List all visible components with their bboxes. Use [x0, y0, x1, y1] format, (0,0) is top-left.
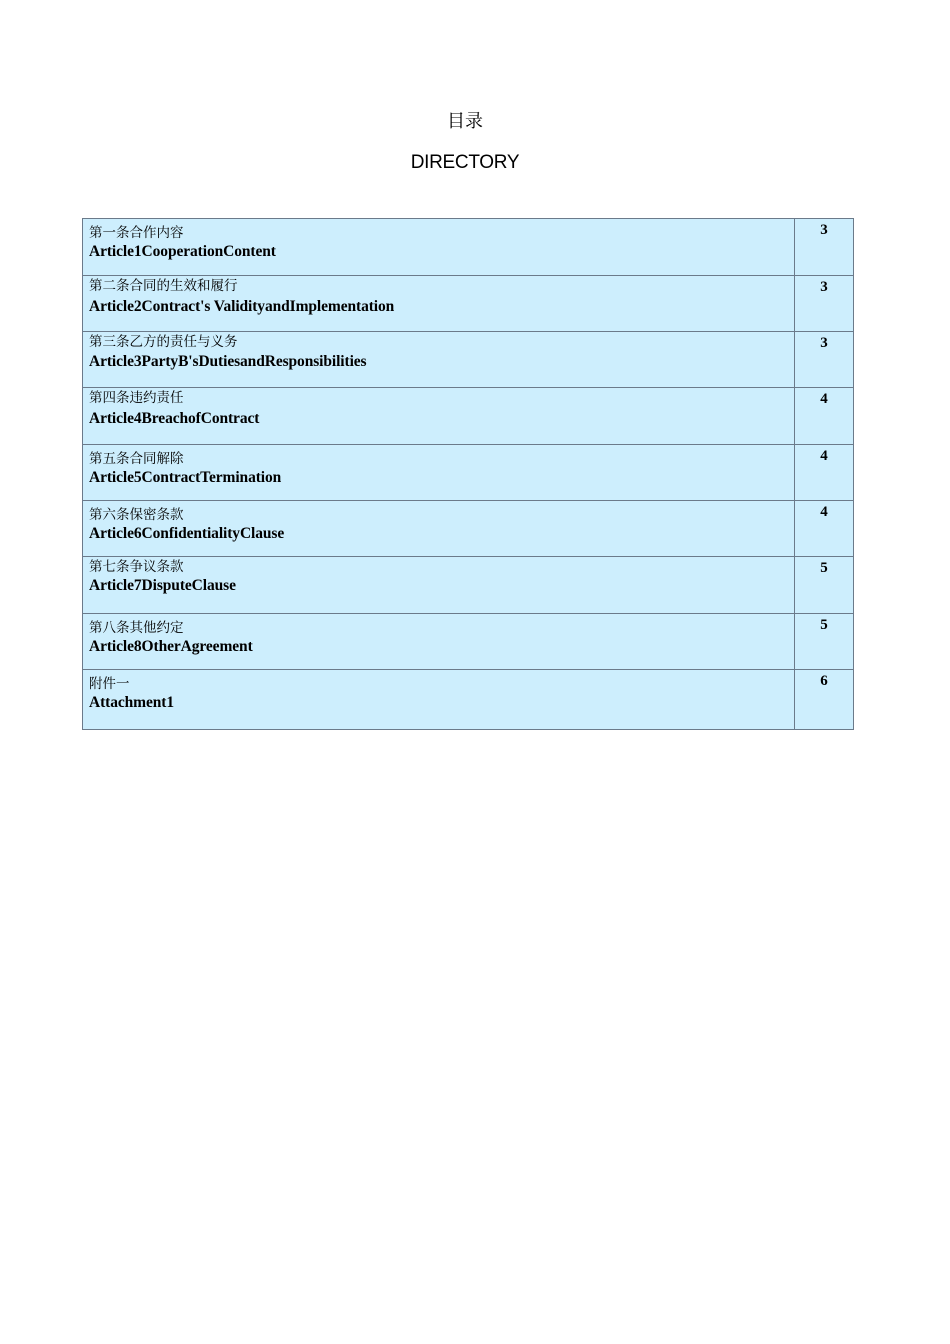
- toc-entry-chinese: 第四条违约责任: [89, 390, 184, 406]
- toc-entry-english: Article2Contract's ValidityandImplementation: [89, 298, 395, 315]
- page-title-english: DIRECTORY: [410, 152, 520, 173]
- toc-page-number: 3: [795, 276, 854, 332]
- toc-entry-title: [83, 501, 795, 557]
- page-title-chinese: 目录: [447, 111, 483, 132]
- toc-entry-chinese: 第二条合同的生效和履行: [89, 278, 238, 294]
- toc-entry-title: [83, 388, 795, 445]
- toc-entry-chinese: 第五条合同解除: [89, 451, 184, 467]
- toc-entry-chinese: 第七条争议条款: [89, 559, 184, 575]
- toc-entry-chinese: 第八条其他约定: [89, 620, 184, 636]
- toc-row[interactable]: [83, 219, 854, 276]
- toc-entry-english: Article8OtherAgreement: [89, 638, 253, 655]
- toc-entry-title: [83, 614, 795, 670]
- toc-entry-title: [83, 276, 795, 332]
- table-of-contents: [82, 218, 854, 730]
- toc-entry-chinese: 第三条乙方的责任与义务: [89, 334, 238, 350]
- toc-page-number: 5: [795, 557, 854, 614]
- toc-entry-english: Article7DisputeClause: [89, 577, 236, 594]
- toc-page-number: 4: [795, 501, 854, 557]
- toc-page-number: 4: [795, 445, 854, 501]
- toc-entry-title: [83, 670, 795, 730]
- toc-entry-english: Article6ConfidentialityClause: [89, 525, 285, 542]
- toc-entry-english: Attachment1: [89, 694, 174, 711]
- toc-row[interactable]: [83, 501, 854, 557]
- toc-page-number: 6: [795, 670, 854, 730]
- toc-entry-chinese: 附件一: [89, 676, 130, 692]
- toc-row[interactable]: [83, 388, 854, 445]
- toc-page-number: 3: [795, 219, 854, 276]
- toc-page-number: 3: [795, 332, 854, 388]
- toc-row[interactable]: [83, 276, 854, 332]
- toc-row[interactable]: [83, 445, 854, 501]
- toc-entry-title: [83, 219, 795, 276]
- toc-row[interactable]: [83, 670, 854, 730]
- toc-entry-english: Article3PartyB'sDutiesandResponsibilities: [89, 353, 367, 370]
- toc-row[interactable]: [83, 557, 854, 614]
- toc-entry-english: Article1CooperationContent: [89, 243, 276, 260]
- toc-entry-title: [83, 445, 795, 501]
- toc-entry-chinese: 第一条合作内容: [89, 225, 184, 241]
- toc-entry-title: [83, 332, 795, 388]
- toc-page-number: 4: [795, 388, 854, 445]
- toc-entry-english: Article4BreachofContract: [89, 410, 260, 427]
- toc-entry-english: Article5ContractTermination: [89, 469, 282, 486]
- toc-row[interactable]: [83, 614, 854, 670]
- toc-entry-title: [83, 557, 795, 614]
- toc-page-number: 5: [795, 614, 854, 670]
- toc-row[interactable]: [83, 332, 854, 388]
- toc-entry-chinese: 第六条保密条款: [89, 507, 184, 523]
